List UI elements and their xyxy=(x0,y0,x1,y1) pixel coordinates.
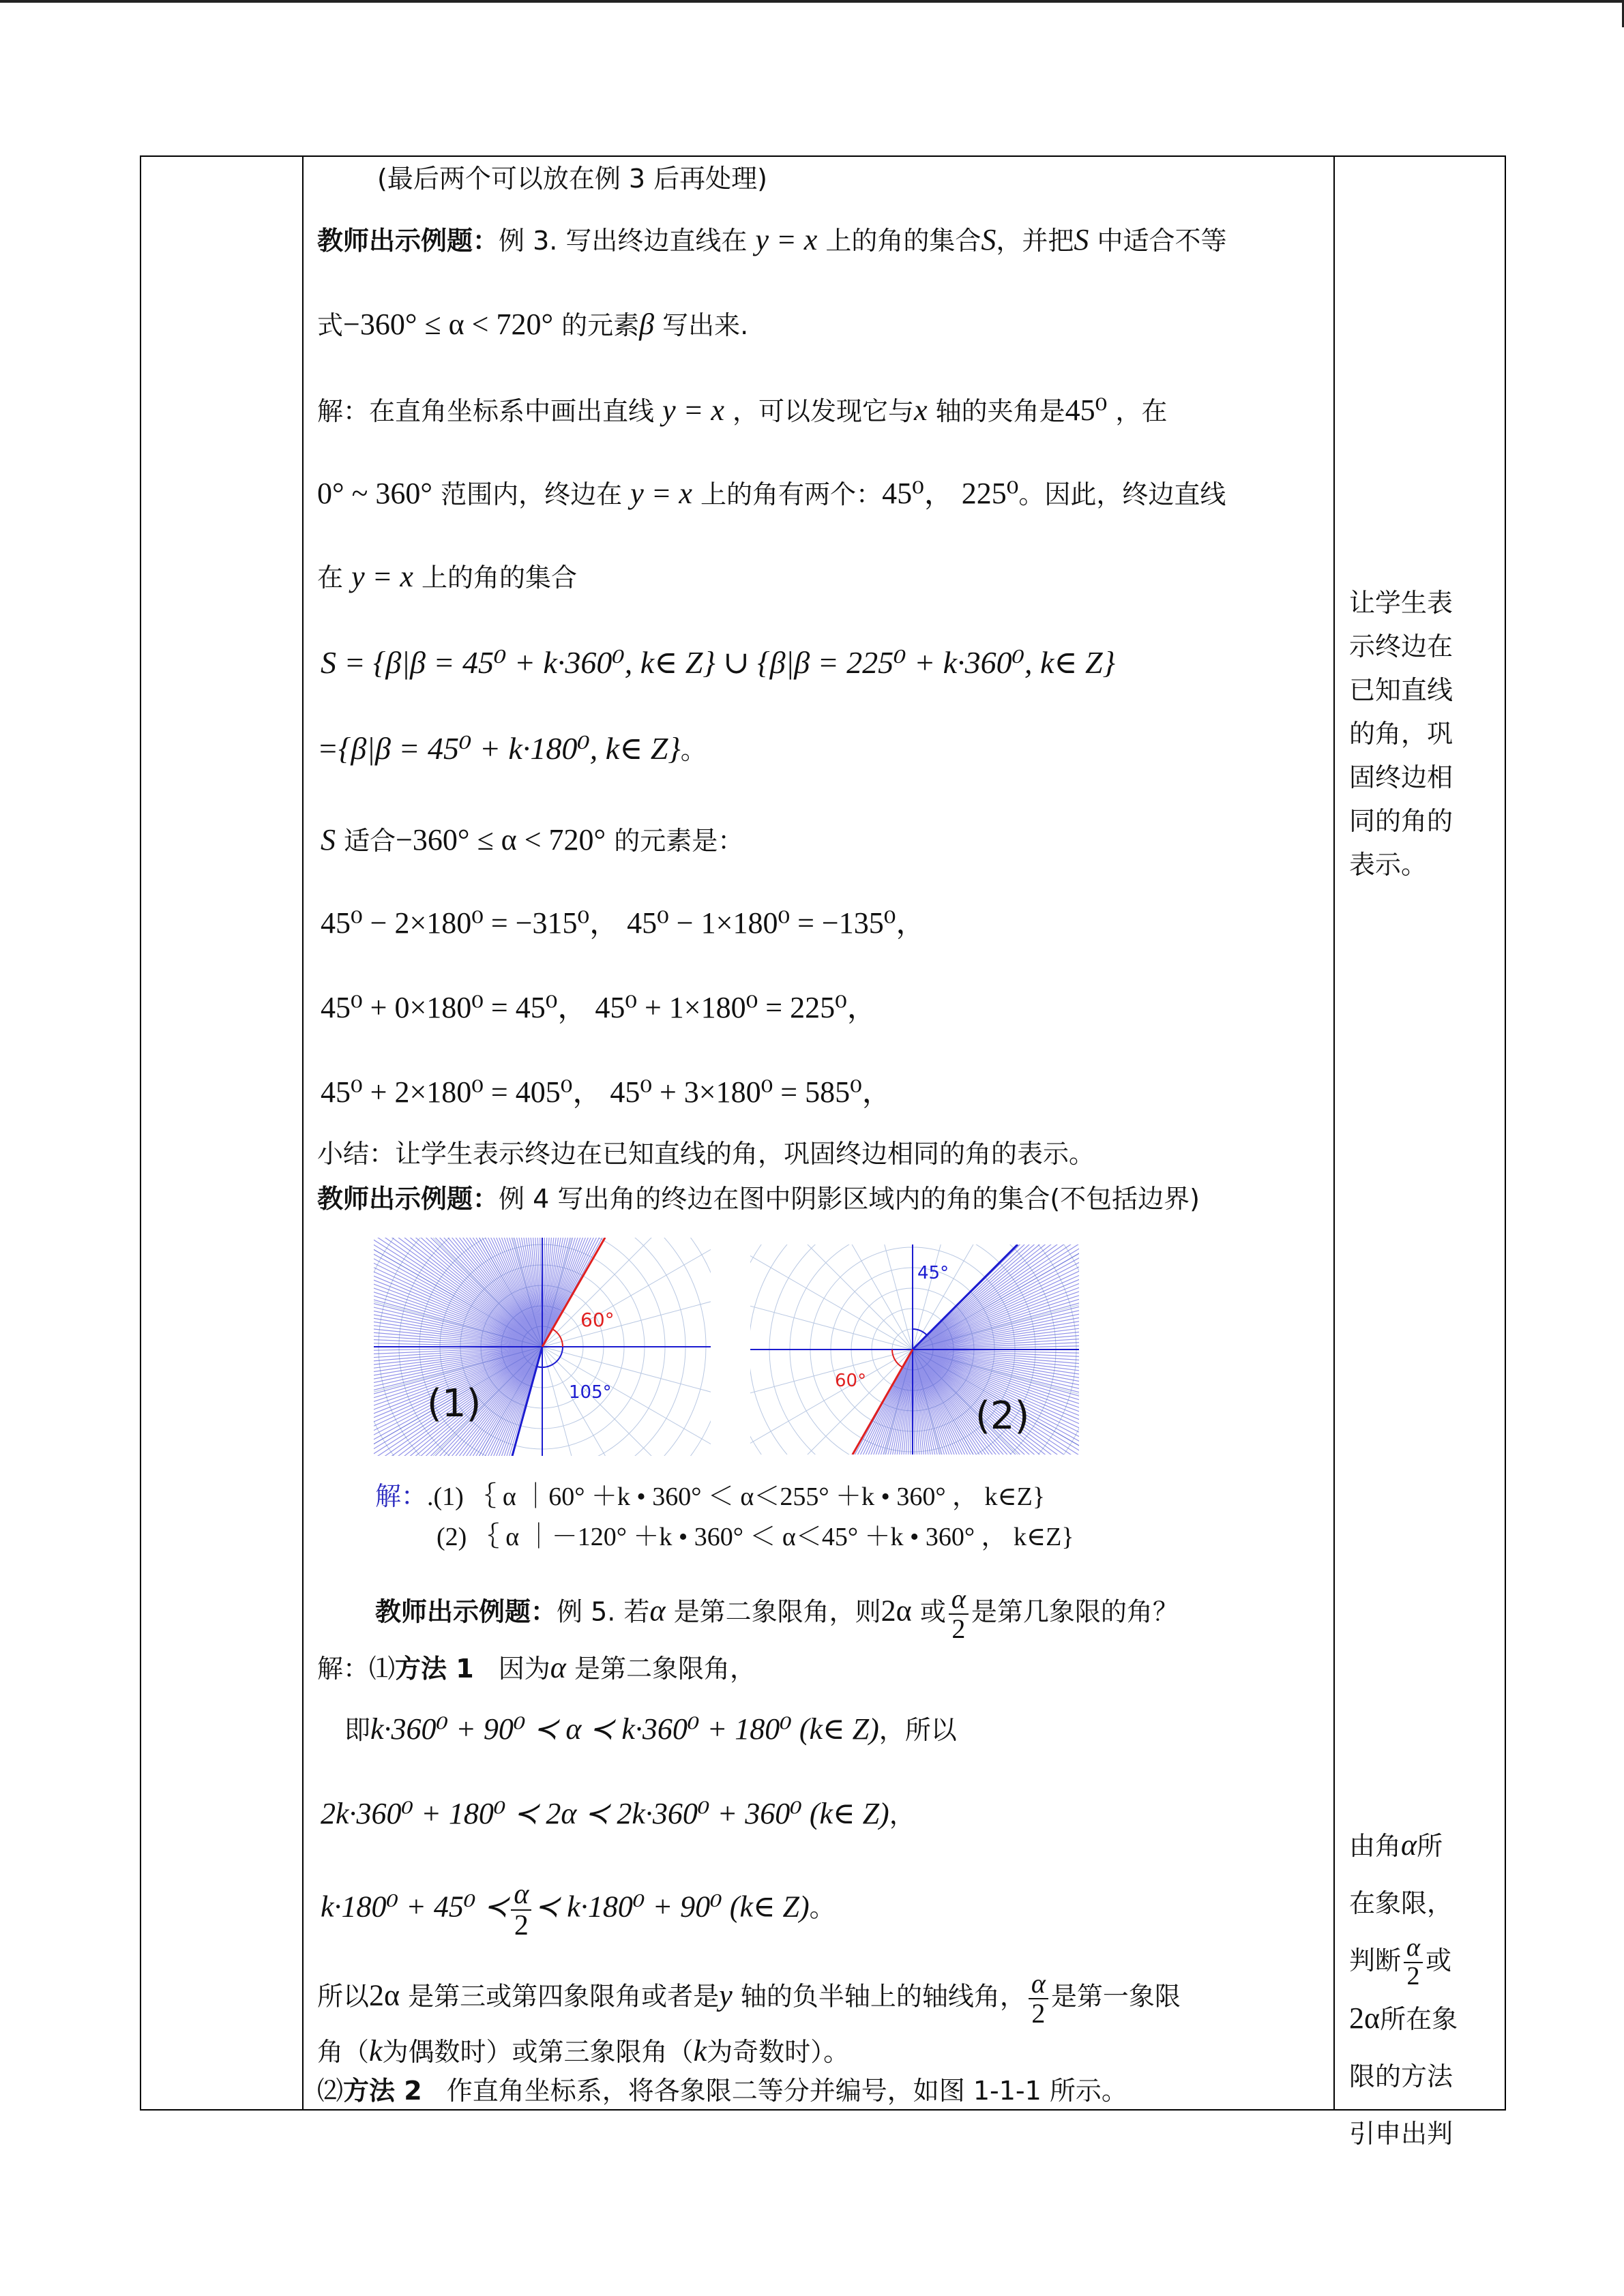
ex5-question: 教师出示例题：例 5. 若α 是第二象限角，则2α 或 $\frac{\alpha}{2}$ 是第几象限的角？ xyxy=(375,1583,1179,1644)
header-note: (最后两个可以放在例 3 后再处理) xyxy=(377,164,767,194)
side-note-fraction: $\frac{\alpha}{2}$ xyxy=(1404,1935,1423,1991)
ex5-conclusion-1: 所以2α 是第三或第四象限角或者是y 轴的负半轴上的轴线角， $\frac{\alpha}{2}$ 是第一象限 xyxy=(317,1968,1181,2029)
figure-2-angle-60: 60° xyxy=(835,1371,867,1391)
ex5-inequality-1: 即k·360⁰ + 90⁰ ≺ α ≺ k·360⁰ + 180⁰ (k∈ Z)，所以 xyxy=(344,1712,957,1746)
figure-1-angle-60: 60° xyxy=(580,1309,615,1331)
figure-2-shaded-region xyxy=(750,1244,1079,1455)
ex3-fit-intro: S 适合−360° ≤ α < 720° 的元素是： xyxy=(321,823,744,856)
ex3-solution-line2: 0° ~ 360° 范围内，终边在 y = x 上的角有两个：45⁰， 225⁰。因此，终边直线 xyxy=(317,477,1226,510)
ex4-solution-2: (2) ｛ α ｜－120° ＋k • 360° ＜ α＜45° ＋k • 360° ， k∈Z} xyxy=(437,1523,1074,1551)
column-divider-2 xyxy=(1333,155,1335,2111)
ex5-half-alpha: $\frac{\alpha}{2}$ xyxy=(511,1879,531,1941)
ex5-method2: ⑵方法 2 作直角坐标系，将各象限二等分并编号，如图 1-1-1 所示。 xyxy=(317,2076,1127,2106)
ex3-set-simplified: ={β|β = 45⁰ + k·180⁰, k∈ Z}。 xyxy=(317,731,707,766)
ex3-set-expression: S = {β|β = 45⁰ + k·360⁰, k∈ Z} ∪ {β|β = 225⁰ + k·360⁰, k∈ Z} xyxy=(321,645,1115,680)
ex3-line2: 式−360° ≤ α < 720° 的元素β 写出来. xyxy=(317,308,749,341)
figure-2-angle-45: 45° xyxy=(917,1263,949,1283)
ex3-solution-line1: 解：在直角坐标系中画出直线 y = x ，可以发现它与x 轴的夹角是45⁰ ，在 xyxy=(317,393,1168,427)
figure-1-angle-105: 105° xyxy=(569,1382,612,1403)
ex4-question: 教师出示例题：例 4 写出角的终边在图中阴影区域内的角的集合(不包括边界) xyxy=(317,1184,1200,1214)
ex4-solution-1: 解：.(1) ｛ α ｜60° ＋k • 360° ＜ α＜255° ＋k • 360° ， k∈Z} xyxy=(375,1481,1046,1511)
ex5-conclusion-fraction: $\frac{\alpha}{2}$ xyxy=(1029,1969,1048,2028)
ex3-solution-line3: 在 y = x 上的角的集合 xyxy=(317,560,577,593)
ex5-fraction: $\frac{\alpha}{2}$ xyxy=(949,1585,969,1643)
ex3-result-row1: 45⁰ − 2×180⁰ = −315⁰， 45⁰ − 1×180⁰ = −135⁰， xyxy=(321,906,926,940)
ex3-result-row3: 45⁰ + 2×180⁰ = 405⁰， 45⁰ + 3×180⁰ = 585⁰， xyxy=(321,1075,892,1109)
ex3-result-row2: 45⁰ + 0×180⁰ = 45⁰， 45⁰ + 1×180⁰ = 225⁰， xyxy=(321,991,877,1024)
ex3-lead: 教师出示例题： xyxy=(317,226,499,256)
ex5-method1-intro: 解：⑴方法 1 因为α 是第二象限角， xyxy=(317,1651,756,1684)
ex5-conclusion-2: 角（k为偶数时）或第三象限角（k为奇数时）。 xyxy=(317,2034,850,2068)
ex5-inequality-2: 2k·360⁰ + 180⁰ ≺ 2α ≺ 2k·360⁰ + 360⁰ (k∈ Z)， xyxy=(321,1797,915,1830)
side-note-2: 由角α所 在象限， 判断 $\frac{\alpha}{2}$ 或 2α所在象 限的方法 引申出判 xyxy=(1349,1828,1458,2149)
page-top-rule xyxy=(0,0,1624,3)
figure-2-label: (2) xyxy=(975,1394,1030,1438)
ex3-line1: 教师出示例题：例 3. 写出终边直线在 y = x 上的角的集合S，并把S 中适合不等 xyxy=(317,223,1227,256)
side-note-1: 让学生表 示终边在 已知直线 的角，巩 固终边相 同的角的 表示。 xyxy=(1349,588,1453,880)
ex3-summary: 小结：让学生表示终边在已知直线的角，巩固终边相同的角的表示。 xyxy=(317,1139,1095,1169)
ex5-inequality-3: k·180⁰ + 45⁰ ≺ $\frac{\alpha}{2}$ ≺ k·180⁰ + 90⁰ (k∈ Z)。 xyxy=(321,1879,836,1942)
figure-1-label: (1) xyxy=(427,1382,482,1426)
figure-1-shaded-region xyxy=(374,1238,711,1456)
column-divider-1 xyxy=(302,155,304,2111)
